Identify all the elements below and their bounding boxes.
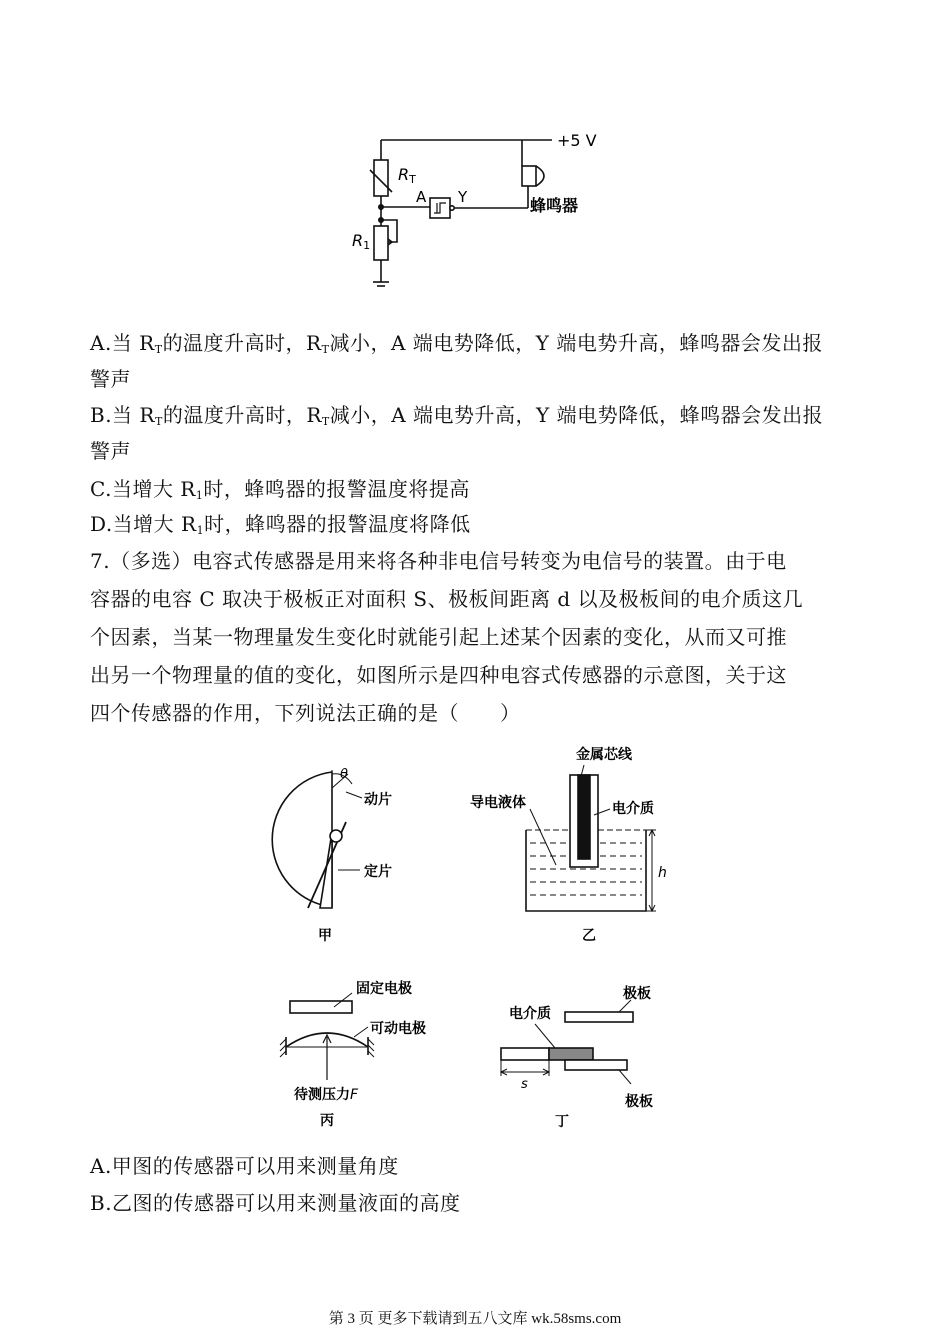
q6-option-b-cont: 警声 (90, 439, 131, 463)
top-plate-label: 极板 (623, 986, 651, 1002)
rt-label: RT (398, 165, 416, 186)
height-label: h (658, 865, 667, 881)
q6-option-a: A.当 $R_T$的温度升高时，$R_T$减小，A 端电势降低，Y 端电势升高，蜂鸣器会发出报 (90, 331, 823, 356)
page-footer: 第 3 页 更多下载请到五八文库 wk.58sms.com (328, 1311, 622, 1327)
movable-electrode-label: 可动电极 (370, 1021, 426, 1037)
moving-plate-label: 动片 (364, 792, 392, 808)
supply-label: +5 V (557, 131, 597, 150)
q6-option-b: B.当 $R_T$的温度升高时，$R_T$减小，A 端电势升高，Y 端电势降低，蜂鸣器会发出报 (90, 403, 824, 428)
figure-bing-pressure-sensor (272, 975, 472, 1135)
resistor-r1 (374, 226, 388, 260)
node-a-label: A (416, 188, 427, 206)
force-label: 待测压力F (294, 1087, 359, 1103)
top-plate (565, 1012, 633, 1022)
dielectric-label: 电介质 (612, 801, 654, 817)
q6-option-c: C.当增大 $R_1$时，蜂鸣器的报警温度将提高 (90, 477, 470, 502)
theta-label: θ (340, 767, 348, 782)
fixed-electrode (290, 1001, 352, 1013)
r1-label: R1 (352, 231, 371, 252)
q7-line-4: 出另一个物理量的值的变化，如图所示是四种电容式传感器的示意图，关于这 (90, 663, 787, 687)
buzzer-label: 蜂鸣器 (530, 196, 579, 215)
q7-option-a: A.甲图的传感器可以用来测量角度 (90, 1154, 399, 1178)
figure-ding-caption: 丁 (555, 1114, 569, 1130)
sliding-plate (501, 1048, 549, 1060)
node-y-label: Y (458, 188, 468, 206)
buzzer-body (522, 166, 536, 186)
metal-core (578, 775, 590, 859)
bottom-plate (565, 1060, 627, 1070)
figure-yi-liquid-level-sensor (470, 735, 690, 945)
displacement-label: s (521, 1077, 528, 1092)
q7-option-b: B.乙图的传感器可以用来测量液面的高度 (90, 1191, 461, 1215)
q6-option-a-cont: 警声 (90, 367, 131, 391)
figure-bing-caption: 丙 (320, 1113, 334, 1129)
q6-option-d: D.当增大 $R_1$时，蜂鸣器的报警温度将降低 (90, 512, 471, 537)
liquid-label: 导电液体 (470, 795, 526, 811)
fixed-plate-label: 定片 (364, 864, 392, 880)
q7-line-5: 四个传感器的作用，下列说法正确的是（ ） (90, 701, 521, 725)
figure-jia-angle-sensor (260, 760, 430, 950)
fixed-electrode-label: 固定电极 (356, 981, 412, 997)
thermistor-rt (374, 160, 388, 196)
bottom-plate-label: 极板 (625, 1094, 653, 1110)
dielectric-label: 电介质 (509, 1006, 551, 1022)
dielectric-slab (549, 1048, 593, 1060)
figure-ding-displacement-sensor (495, 980, 695, 1130)
q7-line-2: 容器的电容 C 取决于极板正对面积 S、极板间距离 d 以及极板间的电介质这几 (90, 587, 804, 611)
figure-yi-caption: 乙 (582, 928, 596, 944)
buzzer-alarm-circuit (340, 120, 640, 300)
q7-line-3: 个因素，当某一物理量发生变化时就能引起上述某个因素的变化，从而又可推 (90, 625, 787, 649)
q7-line-1: 7.（多选）电容式传感器是用来将各种非电信号转变为电信号的装置。由于电 (90, 549, 787, 573)
figure-jia-caption: 甲 (318, 928, 332, 944)
metal-core-label: 金属芯线 (576, 747, 632, 763)
